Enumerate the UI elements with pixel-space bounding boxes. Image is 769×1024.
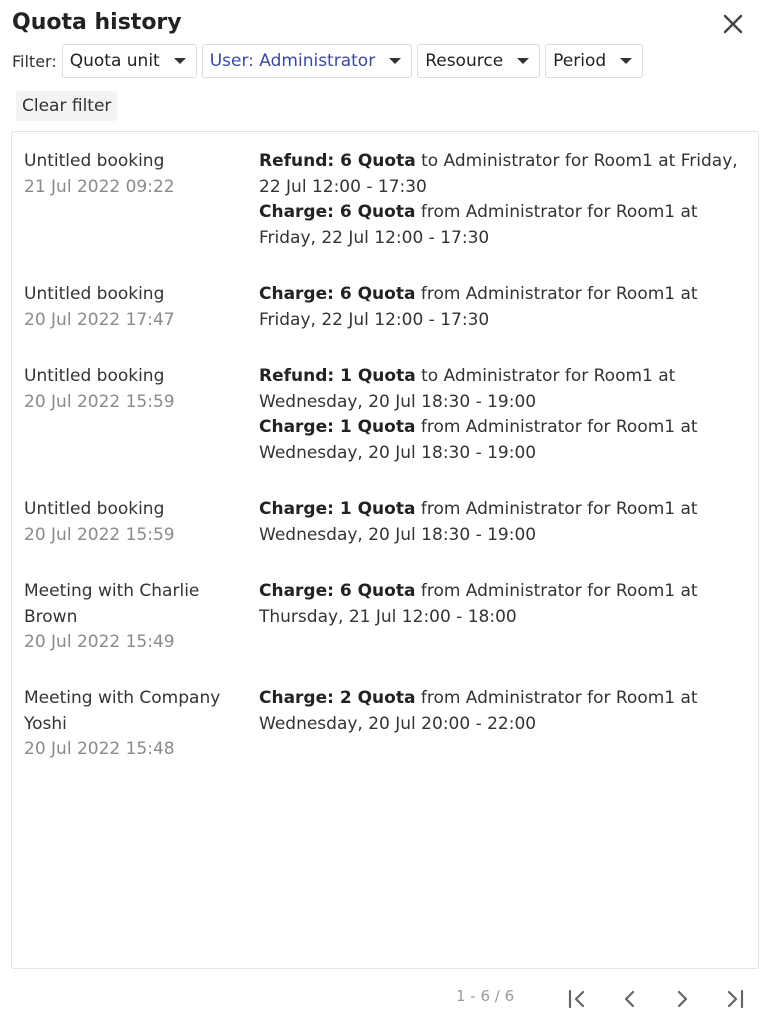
transaction-detail: to Administrator for Room1 at Friday, 22 Jul 12:00 - 17:30: [259, 151, 738, 197]
booking-name: Untitled booking: [24, 499, 165, 519]
filter-quota-unit-label: Quota unit: [69, 51, 160, 71]
first-page-button[interactable]: [565, 986, 591, 1012]
pagination-range: 1 - 6 / 6: [456, 987, 515, 1005]
booking-date: 20 Jul 2022 15:48: [24, 739, 175, 759]
first-page-icon: [565, 986, 591, 1012]
transaction-type: Charge: 6 Quota: [259, 202, 416, 222]
booking-date: 20 Jul 2022 17:47: [24, 309, 175, 330]
transaction-type: Charge: 1 Quota: [259, 499, 416, 519]
filter-label: Filter:: [12, 51, 57, 71]
filter-resource[interactable]: [417, 44, 540, 78]
booking-date: 21 Jul 2022 09:22: [24, 176, 175, 197]
transaction-type: Charge: 2 Quota: [259, 688, 416, 708]
filter-period-label: Period: [553, 51, 607, 71]
filter-quota-unit[interactable]: [62, 44, 197, 78]
caret-down-icon: [389, 58, 401, 64]
pagination: [0, 982, 769, 1014]
booking-name: Meeting with Company Yoshi: [24, 688, 221, 734]
transaction: [259, 579, 748, 630]
booking-date: 20 Jul 2022 15:49: [24, 632, 175, 652]
booking-date: 20 Jul 2022 15:59: [24, 524, 175, 545]
close-button[interactable]: [719, 10, 747, 38]
filter-bar: [12, 43, 648, 79]
transaction: [259, 149, 748, 200]
clear-filter-button[interactable]: Clear filter: [16, 91, 117, 121]
transaction-detail: from Administrator for Room1 at Thursday, 21 Jul 12:00 - 18:00: [259, 581, 698, 627]
transaction-detail: from Administrator for Room1 at Wednesday, 20 Jul 18:30 - 19:00: [259, 417, 698, 463]
transaction-detail: from Administrator for Room1 at Friday, 22 Jul 12:00 - 17:30: [259, 202, 698, 248]
transaction-type: Refund: 6 Quota: [259, 151, 416, 171]
filter-resource-label: Resource: [425, 51, 504, 71]
transaction-type: Charge: 6 Quota: [259, 581, 416, 601]
transaction-type: Charge: 6 Quota: [259, 284, 416, 304]
close-icon: [719, 10, 747, 38]
next-page-icon: [669, 986, 695, 1012]
transaction: [259, 415, 748, 466]
transaction: [259, 686, 748, 737]
dialog-header: [12, 8, 757, 40]
prev-page-button[interactable]: [617, 986, 643, 1012]
transaction-type: Refund: 1 Quota: [259, 366, 416, 386]
transaction-detail: from Administrator for Room1 at Wednesday, 20 Jul 20:00 - 22:00: [259, 688, 698, 734]
dialog-title: Quota history: [12, 10, 182, 35]
booking-name: Untitled booking: [24, 151, 165, 171]
transaction: [259, 200, 748, 251]
caret-down-icon: [517, 58, 529, 64]
transaction: [259, 364, 748, 415]
filter-period[interactable]: [545, 44, 643, 78]
transaction: [259, 282, 748, 333]
transaction-type: Charge: 1 Quota: [259, 417, 416, 437]
booking-name: Untitled booking: [24, 366, 165, 386]
transaction-detail: from Administrator for Room1 at Wednesday, 20 Jul 18:30 - 19:00: [259, 499, 698, 545]
transaction: [259, 497, 748, 548]
filter-user[interactable]: [202, 44, 412, 78]
quota-history-list: [11, 131, 759, 969]
last-page-icon: [721, 986, 747, 1012]
prev-page-icon: [617, 986, 643, 1012]
next-page-button[interactable]: [669, 986, 695, 1012]
transaction-detail: from Administrator for Room1 at Friday, 22 Jul 12:00 - 17:30: [259, 284, 698, 330]
booking-name: Untitled booking: [24, 284, 165, 304]
last-page-button[interactable]: [721, 986, 747, 1012]
filter-user-label: User: Administrator: [209, 51, 376, 71]
caret-down-icon: [174, 58, 186, 64]
booking-name: Meeting with Charlie Brown: [24, 581, 200, 627]
transaction-detail: to Administrator for Room1 at Wednesday, 20 Jul 18:30 - 19:00: [259, 366, 676, 412]
booking-date: 20 Jul 2022 15:59: [24, 391, 175, 412]
caret-down-icon: [620, 58, 632, 64]
